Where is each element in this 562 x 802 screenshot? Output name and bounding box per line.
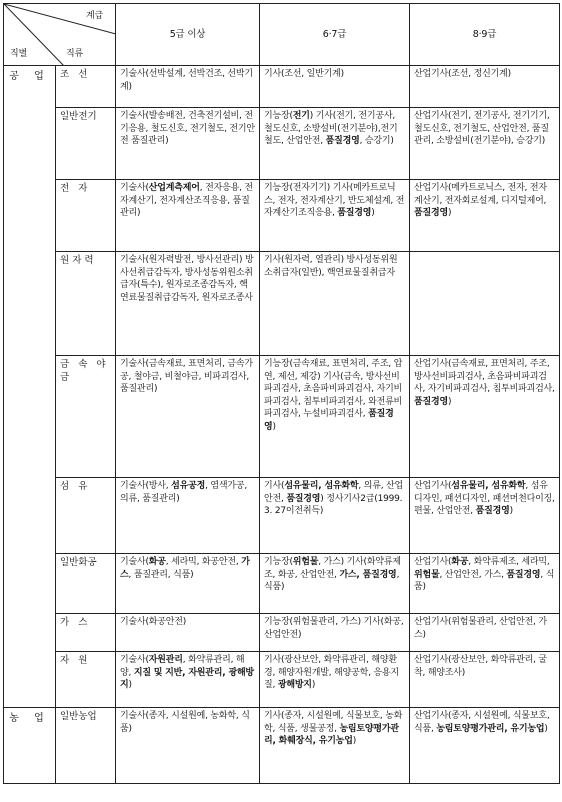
header-5-grade: 5급 이상 (116, 4, 260, 66)
grade67-cell: 기능장(금속재료, 표면처리, 주조, 압연, 제선, 제강) 기사(금속, 방사선비파괴검사, 초음파비파괴검사, 자기비파괴검사, 침투비파괴검사, 와전류비파괴검사, 누설비파괴검사, 품질경영) (260, 356, 410, 478)
subfield-cell: 일반화공 (56, 554, 116, 614)
grade89-cell: 산업기사(광산보안, 화약류관리, 굴착, 해양조사) (410, 652, 560, 708)
grade5-cell: 기술사(산업계측제어, 전자응용, 전자계산기, 전자계산조직응용, 품질관리) (116, 180, 260, 252)
grade5-cell: 기술사(금속재료, 표면처리, 금속가공, 철야금, 비철야금, 비파괴검사, 품질관리) (116, 356, 260, 478)
grade89-cell: 산업기사(전기, 전기공사, 전기기기, 철도신호, 전기철도, 산업안전, 품질관리, 소방설비(전기분야), 승강기) (410, 108, 560, 180)
grade67-cell: 기사(원자력, 열관리) 방사성동위원소취급자(일반), 핵연료물질취급자 (260, 252, 410, 356)
grade67-cell: 기사(종자, 시설원예, 식물보호, 농화학, 식품, 생물공정, 농림토양평가관리, 화훼장식, 유기농업) (260, 708, 410, 784)
grade67-cell: 기능장(위험물, 가스) 기사(화약류제조, 화공, 산업안전, 가스, 품질경영, 식품) (260, 554, 410, 614)
grade67-cell: 기능장(전기) 기사(전기, 전기공사, 철도신호, 소방설비(전기분야),전기철도, 산업안전, 품질경영, 승강기) (260, 108, 410, 180)
table-row (4, 356, 560, 478)
grade89-cell: 산업기사(섬유물리, 섬유화학, 섬유디자인, 패션디자인, 패션머천다이징, 편물, 산업안전, 품질경영) (410, 478, 560, 554)
table-row (4, 652, 560, 708)
type-label: 직류 (66, 49, 83, 59)
table-row (4, 252, 560, 356)
grade5-cell: 기술사(원자력발전, 방사선관리) 방사선취급감독자, 방사성동위원소취급자(특수), 원자로조종감독자, 핵연료물질취급감독자, 원자로조종사 (116, 252, 260, 356)
header-89-grade: 8·9급 (410, 4, 560, 66)
grade5-cell: 기술사(화공, 세라믹, 화공안전, 가스, 품질관리, 식품) (116, 554, 260, 614)
table-row (4, 554, 560, 614)
grade89-cell: 산업기사(금속재료, 표면처리, 주조, 방사선비파괴검사, 초음파비파괴검사, 자기비파괴검사, 침투비파괴검사, 품질경영) (410, 356, 560, 478)
diagonal-header-cell (4, 4, 116, 66)
grade5-cell: 기술사(자원관리, 화약류관리, 해양, 지질 및 지반, 자원관리, 광해방지) (116, 652, 260, 708)
certificate-table-container (3, 3, 559, 784)
grade67-cell: 기사(조선, 일반기계) (260, 66, 410, 108)
table-row (4, 180, 560, 252)
grade5-cell: 기술사(발송배전, 건축전기설비, 전기응용, 철도신호, 전기철도, 전기안전 품질관리) (116, 108, 260, 180)
subfield-cell: 일반전기 (56, 108, 116, 180)
grade-label: 계급 (86, 11, 103, 21)
job-label: 직별 (10, 49, 27, 59)
grade5-cell: 기술사(방사, 섬유공정, 염색가공, 의류, 품질관리) (116, 478, 260, 554)
grade89-cell: 산업기사(종자, 시설원예, 식물보호, 식품, 농림토양평가관리, 유기농업) (410, 708, 560, 784)
grade89-cell: 산업기사(메카트로닉스, 전자, 전자계산기, 전자회로설계, 디지털제어, 품질경영) (410, 180, 560, 252)
certificate-table (3, 3, 560, 784)
grade67-cell: 기사(광산보안, 화약류관리, 해양환경, 해양자원개발, 해양공학, 응용지질, 광해방지) (260, 652, 410, 708)
field-cell-industry: 공 업 (4, 66, 56, 708)
field-cell-agriculture: 농 업 (4, 708, 56, 784)
grade67-cell: 기사(섬유물리, 섬유화학, 의류, 산업안전, 품질경영) 정사기사2급(1999. 3. 27이전취득) (260, 478, 410, 554)
subfield-cell: 섬 유 (56, 478, 116, 554)
subfield-cell: 원 자 력 (56, 252, 116, 356)
subfield-cell: 금 속 야 금 (56, 356, 116, 478)
subfield-cell: 조 선 (56, 66, 116, 108)
subfield-cell: 전 자 (56, 180, 116, 252)
subfield-cell: 일반농업 (56, 708, 116, 784)
table-row (4, 708, 560, 784)
table-row (4, 478, 560, 554)
grade89-cell: 산업기사(조선, 정신기계) (410, 66, 560, 108)
grade89-cell: 산업기사(화공, 화약류제조, 세라믹, 위험물, 산업안전, 가스, 품질경영, 식품) (410, 554, 560, 614)
grade5-cell: 기술사(화공안전) (116, 614, 260, 652)
table-row (4, 614, 560, 652)
header-row (4, 4, 560, 66)
grade5-cell: 기술사(종자, 시설원예, 농화학, 식품) (116, 708, 260, 784)
grade5-cell: 기술사(선박설계, 선박건조, 선박기계) (116, 66, 260, 108)
subfield-cell: 가 스 (56, 614, 116, 652)
grade89-cell (410, 252, 560, 356)
header-67-grade: 6·7급 (260, 4, 410, 66)
subfield-cell: 자 원 (56, 652, 116, 708)
grade89-cell: 산업기사(위험물관리, 산업안전, 가스) (410, 614, 560, 652)
table-row (4, 66, 560, 108)
grade67-cell: 기능장(전자기기) 기사(메카트로닉스, 전자, 전자계산기, 반도체설계, 전자계산기조직응용, 품질경영) (260, 180, 410, 252)
table-row (4, 108, 560, 180)
grade67-cell: 기능장(위험물관리, 가스) 기사(화공, 산업안전) (260, 614, 410, 652)
